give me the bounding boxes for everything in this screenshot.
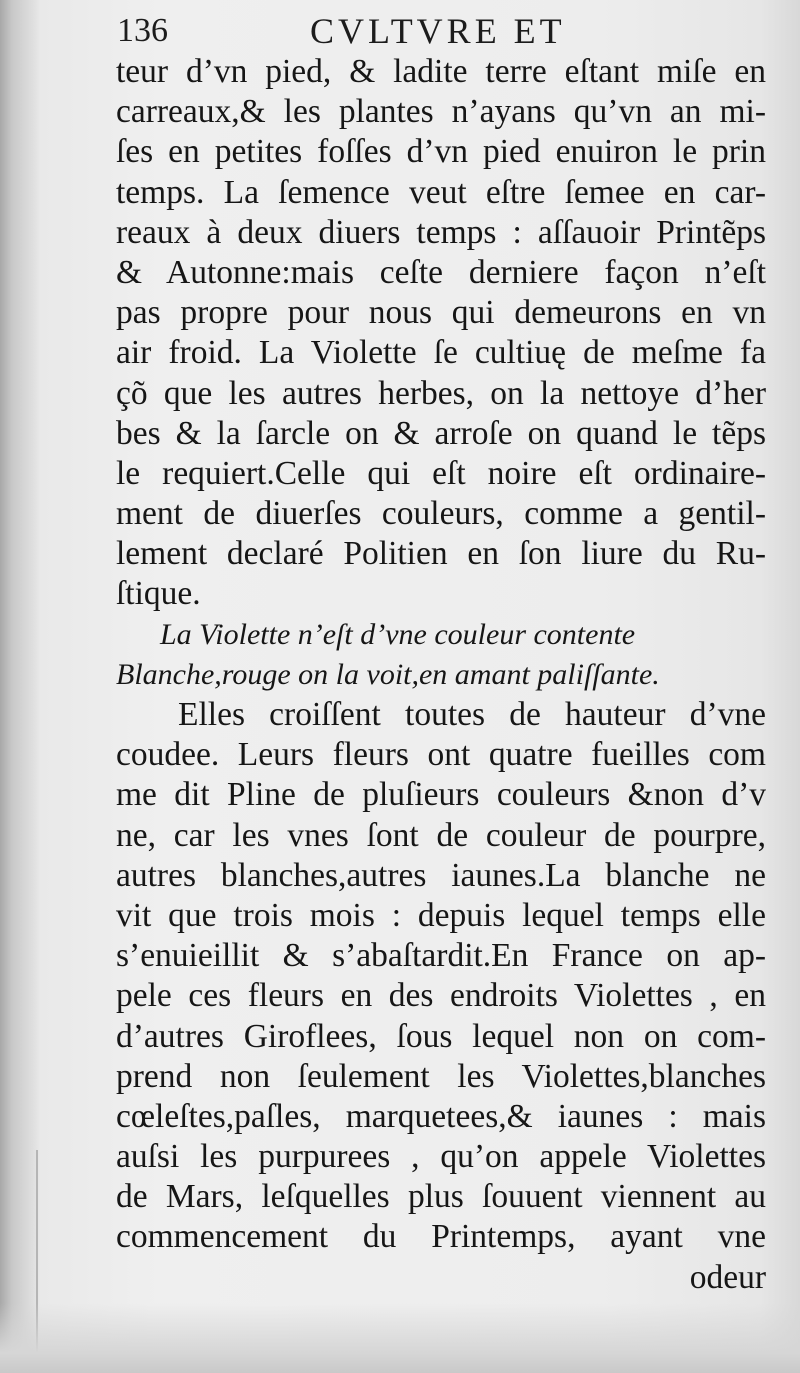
verse-line: Blanche,rouge on la voit,en amant paliſſante. xyxy=(116,657,660,691)
text-line: vit que trois mois : depuis lequel temps elle xyxy=(116,896,766,934)
text-line: cœleſtes,paſles, marquetees,& iaunes : mais xyxy=(116,1097,766,1135)
text-line: coudee. Leurs fleurs ont quatre fueilles com xyxy=(116,736,766,774)
text-line: carreaux,& les plantes n’ayans qu’vn an mi- xyxy=(116,93,766,131)
text-line: pas propre pour nous qui demeurons en vn xyxy=(116,294,766,332)
text-line: temps. La ſemence veut eſtre ſemee en car- xyxy=(116,173,766,211)
text-line: ſes en petites foſſes d’vn pied enuiron le prin xyxy=(116,133,766,171)
gutter-shadow xyxy=(0,0,40,1373)
text-line: reaux à deux diuers temps : aſſauoir Printẽps xyxy=(116,213,766,251)
text-line: pele ces fleurs en des endroits Violettes , en xyxy=(116,977,766,1015)
text-line: me dit Pline de pluſieurs couleurs &non d’v xyxy=(116,776,766,814)
text-line: le requiert.Celle qui eſt noire eſt ordinaire- xyxy=(116,454,766,492)
text-line: prend non ſeulement les Violettes,blanches xyxy=(116,1057,766,1095)
text-line: d’autres Giroflees, ſous lequel non on com- xyxy=(116,1017,766,1055)
text-line: ne, car les vnes ſont de couleur de pourpre, xyxy=(116,816,766,854)
text-line: commencement du Printemps, ayant vne xyxy=(116,1218,766,1256)
bottom-margin-shadow xyxy=(0,1303,800,1373)
text-line: teur d’vn pied, & ladite terre eſtant miſe en xyxy=(116,53,766,90)
text-line: air froid. La Violette ſe cultiuę de meſme fa xyxy=(116,334,766,372)
page-number: 136 xyxy=(117,12,168,49)
text-line: de Mars, leſquelles plus ſouuent viennent au xyxy=(116,1178,766,1216)
text-line: lement declaré Politien en ſon liure du Ru- xyxy=(116,535,766,573)
text-block xyxy=(116,52,766,1298)
verse-line: La Violette n’eſt d’vne couleur contente xyxy=(160,617,636,651)
page-header xyxy=(0,8,800,56)
catchword: odeur xyxy=(689,1258,766,1296)
text-line: auſsi les purpurees , qu’on appele Violettes xyxy=(116,1138,766,1176)
text-line: bes & la ſarcle on & arroſe on quand le tẽps xyxy=(116,414,766,452)
text-line: ſtique. xyxy=(116,575,201,613)
text-line: çõ que les autres herbes, on la nettoye d’her xyxy=(116,374,766,412)
text-line: autres blanches,autres iaunes.La blanche ne xyxy=(116,856,766,894)
running-head: CVLTVRE ET xyxy=(310,11,566,51)
text-line: s’enuieillit & s’abaſtardit.En France on ap- xyxy=(116,937,766,975)
text-line: ment de diuerſes couleurs, comme a gentil- xyxy=(116,495,766,533)
text-line: & Autonne:mais ceſte derniere façon n’eſt xyxy=(116,253,766,291)
text-line: Elles croiſſent toutes de hauteur d’vne xyxy=(178,696,766,733)
